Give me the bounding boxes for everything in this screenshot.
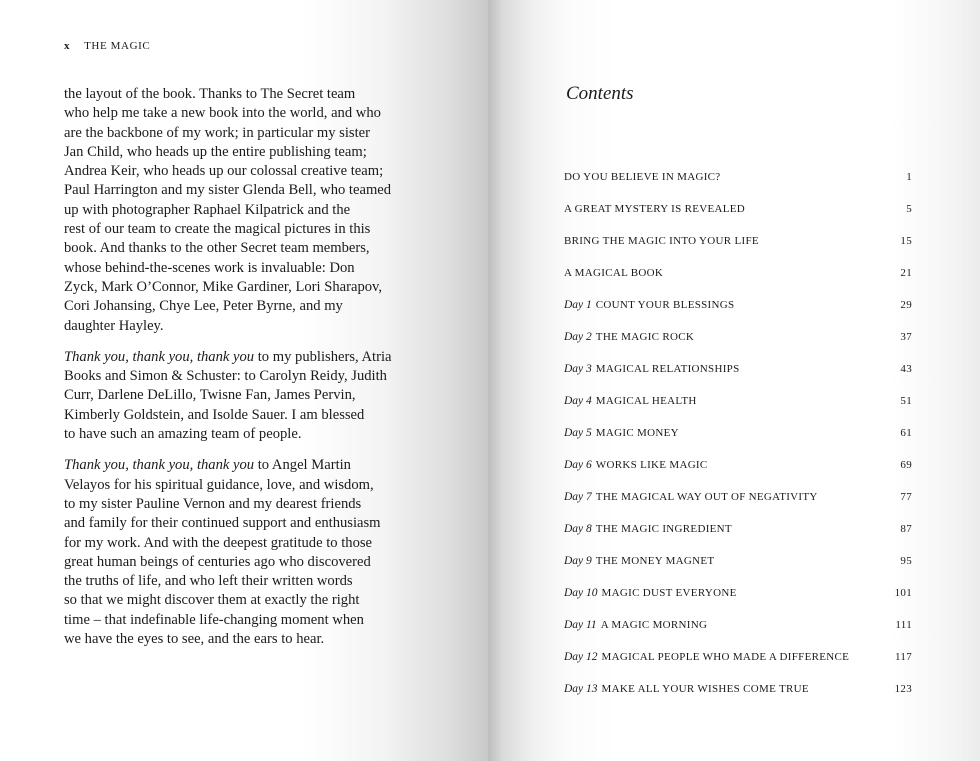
acknowledgements-text [64,85,434,649]
text-line [64,553,434,572]
toc-entry [564,459,912,491]
toc-page-number: 117 [895,651,912,663]
toc-title: THE MAGIC INGREDIENT [595,523,732,535]
toc-title: DO YOU BELIEVE IN MAGIC? [564,171,721,183]
toc-entry [564,587,912,619]
toc-title: MAGIC DUST EVERYONE [601,587,737,599]
line-text: to have such an amazing team of people. [64,426,302,443]
toc-entry [564,555,912,587]
toc-entry [564,235,912,267]
text-line [64,239,434,258]
toc-day-label: Day 5 [564,427,592,439]
toc-title: COUNT YOUR BLESSINGS [595,299,735,311]
text-line [64,367,434,386]
toc-page-number: 61 [900,427,912,439]
text-line [64,201,434,220]
text-line [64,85,434,104]
toc-title: A GREAT MYSTERY IS REVEALED [564,203,746,215]
toc-day-label: Day 10 [564,587,598,599]
toc-entry [564,267,912,299]
toc-page-number: 101 [894,587,912,599]
toc-page-number: 43 [900,363,912,375]
toc-day-label: Day 7 [564,491,592,503]
line-text: so that we might discover them at exactly the right [64,592,360,609]
line-text: Zyck, Mark O’Connor, Mike Gardiner, Lori Sharapov, [64,278,383,295]
toc-entry [564,331,912,363]
line-text: the truths of life, and who left their written words [64,573,353,590]
toc-title: WORKS LIKE MAGIC [595,459,708,471]
text-line [64,348,434,367]
line-text: Velayos for his spiritual guidance, love, and wisdom, [64,476,374,493]
toc-page-number: 51 [900,395,912,407]
text-line [64,406,434,425]
paragraph [64,85,434,336]
line-text: for my work. And with the deepest gratitude to those [64,534,373,551]
toc-page-number: 123 [894,683,912,695]
running-head [64,40,150,52]
table-of-contents [564,171,912,715]
text-line [64,143,434,162]
right-page [488,0,980,761]
text-line [64,162,434,181]
toc-title: MAGICAL PEOPLE WHO MADE A DIFFERENCE [601,651,850,663]
toc-day-label: Day 3 [564,363,592,375]
toc-title: THE MAGICAL WAY OUT OF NEGATIVITY [595,491,818,503]
text-line [64,630,434,649]
line-text: are the backbone of my work; in particular my sister [64,124,370,141]
line-text: great human beings of centuries ago who discovered [64,553,371,570]
page-folio: x [64,40,71,52]
line-text: whose behind-the-scenes work is invaluable: Don [64,259,355,276]
text-line [64,591,434,610]
text-line [64,124,434,143]
line-text: Jan Child, who heads up the entire publishing team; [64,143,367,160]
line-text: rest of our team to create the magical pictures in this [64,221,371,238]
line-text: daughter Hayley. [64,317,164,334]
toc-title: MAGICAL HEALTH [595,395,697,407]
emphasis-text: Thank you, thank you, thank you [64,457,255,474]
toc-day-label: Day 13 [564,683,598,695]
line-text: and family for their continued support and enthusiasm [64,515,381,532]
toc-day-label: Day 8 [564,523,592,535]
line-text: the layout of the book. Thanks to The Secret team [64,86,356,102]
line-text: to Angel Martin [254,457,351,474]
toc-title: BRING THE MAGIC INTO YOUR LIFE [564,235,759,247]
text-line [64,297,434,316]
toc-title: MAKE ALL YOUR WISHES COME TRUE [601,683,809,695]
toc-page-number: 69 [900,459,912,471]
toc-title: MAGIC MONEY [595,427,679,439]
text-line [64,386,434,405]
text-line [64,220,434,239]
toc-day-label: Day 12 [564,651,598,663]
toc-entry [564,171,912,203]
toc-title: MAGICAL RELATIONSHIPS [595,363,740,375]
toc-entry [564,363,912,395]
text-line [64,572,434,591]
toc-entry [564,203,912,235]
toc-day-label: Day 9 [564,555,592,567]
toc-day-label: Day 4 [564,395,592,407]
paragraph [64,348,434,444]
line-text: to my publishers, Atria [254,348,392,365]
left-page [0,0,488,761]
line-text: book. And thanks to the other Secret team members, [64,240,370,257]
line-text: Andrea Keir, who heads up our colossal creative team; [64,163,384,180]
contents-heading: Contents [566,83,634,104]
toc-day-label: Day 1 [564,299,592,311]
toc-entry [564,683,912,715]
text-line [64,181,434,200]
text-line [64,104,434,123]
toc-page-number: 5 [906,203,912,215]
emphasis-text: Thank you, thank you, thank you [64,348,255,365]
toc-day-label: Day 11 [564,619,597,631]
text-line [64,317,434,336]
text-line [64,278,434,297]
line-text: up with photographer Raphael Kilpatrick and the [64,201,351,218]
text-line [64,456,434,475]
toc-entry [564,523,912,555]
toc-page-number: 77 [900,491,912,503]
toc-page-number: 21 [900,267,912,279]
text-line [64,495,434,514]
text-line [64,476,434,495]
toc-title: THE MAGIC ROCK [595,331,695,343]
text-line [64,425,434,444]
text-line [64,514,434,533]
line-text: who help me take a new book into the world, and who [64,105,381,122]
running-title: THE MAGIC [84,40,151,52]
toc-page-number: 1 [906,171,912,183]
toc-entry [564,395,912,427]
toc-day-label: Day 6 [564,459,592,471]
toc-entry [564,299,912,331]
line-text: time – that indefinable life-changing moment when [64,611,364,628]
toc-title: THE MONEY MAGNET [595,555,715,567]
toc-page-number: 29 [900,299,912,311]
line-text: we have the eyes to see, and the ears to hear. [64,631,325,648]
line-text: Books and Simon & Schuster: to Carolyn Reidy, Judith [64,368,387,385]
toc-page-number: 111 [895,619,912,631]
line-text: Curr, Darlene DeLillo, Twisne Fan, James Pervin, [64,387,356,404]
toc-page-number: 15 [900,235,912,247]
paragraph [64,456,434,649]
line-text: Kimberly Goldstein, and Isolde Sauer. I am blessed [64,406,365,423]
text-line [64,259,434,278]
toc-entry [564,651,912,683]
text-line [64,534,434,553]
toc-page-number: 95 [900,555,912,567]
toc-page-number: 37 [900,331,912,343]
text-line [64,611,434,630]
toc-entry [564,427,912,459]
toc-title: A MAGIC MORNING [600,619,708,631]
line-text: to my sister Pauline Vernon and my dearest friends [64,495,362,512]
toc-day-label: Day 2 [564,331,592,343]
line-text: Paul Harrington and my sister Glenda Bell, who teamed [64,182,392,199]
toc-title: A MAGICAL BOOK [564,267,664,279]
toc-entry [564,619,912,651]
toc-entry [564,491,912,523]
line-text: Cori Johansing, Chye Lee, Peter Byrne, and my [64,298,343,315]
toc-page-number: 87 [900,523,912,535]
